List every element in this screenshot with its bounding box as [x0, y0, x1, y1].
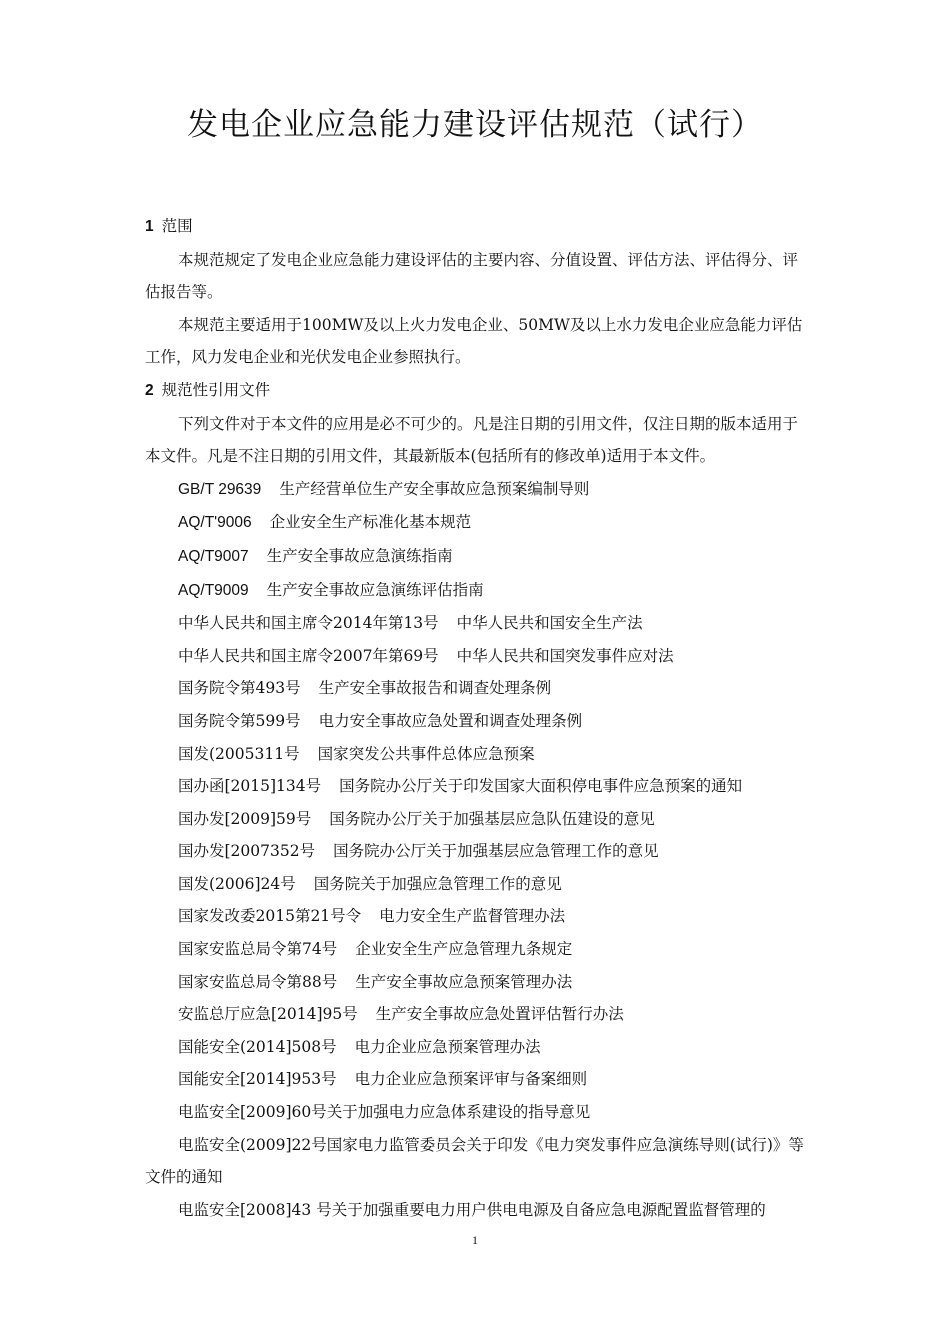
reference-code: GB/T 29639: [178, 480, 262, 498]
reference-code: 国能安全(2014]508号: [178, 1037, 337, 1056]
section-1-title: 范围: [161, 217, 193, 235]
reference-title: 电力安全生产监督管理办法: [379, 907, 566, 926]
reference-title: 国务院关于加强应急管理工作的意见: [313, 874, 562, 893]
reference-code: 国办发[2009]59号: [178, 809, 312, 828]
reference-item: [145, 803, 810, 836]
reference-code: 国家安监总局令第74号: [178, 940, 338, 959]
reference-title: 生产安全事故应急演练评估指南: [266, 580, 484, 599]
reference-code: 国办函[2015]134号: [178, 777, 322, 796]
reference-line: 电监安全[2008]43 号关于加强重要电力用户供电电源及自备应急电源配置监督管理的: [178, 1200, 766, 1219]
page-number: 1: [472, 1233, 478, 1247]
reference-title: 生产经营单位生产安全事故应急预案编制导则: [279, 479, 590, 498]
reference-code: 国家发改委2015第21号令: [178, 907, 362, 926]
reference-item: [145, 835, 810, 868]
reference-item: [145, 1031, 810, 1064]
reference-title: 国务院办公厅关于加强基层应急管理工作的意见: [333, 842, 659, 861]
reference-line: 电监安全(2009]22号国家电力监管委员会关于印发《电力突发事件应急演练导则(试行)》等文件的通知: [145, 1135, 804, 1187]
reference-code: 国务院令第493号: [178, 679, 301, 698]
reference-item: [145, 607, 810, 640]
section-1-number: 1: [145, 218, 154, 235]
reference-item: [145, 868, 810, 901]
reference-title: 国务院办公厅关于印发国家大面积停电事件应急预案的通知: [339, 777, 743, 796]
reference-title: 国务院办公厅关于加强基层应急队伍建设的意见: [329, 809, 655, 828]
reference-code: 安监总厅应急[2014]95号: [178, 1005, 358, 1024]
reference-title: 企业安全生产应急管理九条规定: [355, 940, 573, 959]
reference-title: 企业安全生产标准化基本规范: [269, 513, 472, 532]
reference-title: 生产安全事故应急演练指南: [266, 546, 453, 565]
section-2-heading: [145, 374, 810, 408]
reference-item: [145, 933, 810, 966]
section-1-paragraph: 本规范规定了发电企业应急能力建设评估的主要内容、分值设置、评估方法、评估得分、评估报告等。: [145, 250, 799, 302]
reference-item: [145, 506, 810, 540]
reference-item: [145, 640, 810, 673]
reference-code: 中华人民共和国主席令2014年第13号: [178, 614, 439, 633]
reference-code: AQ/T9007: [178, 547, 249, 565]
reference-code: 中华人民共和国主席令2007年第69号: [178, 646, 439, 665]
reference-title: 生产安全事故应急处置评估暂行办法: [375, 1005, 624, 1024]
reference-item: [145, 770, 810, 803]
reference-title: 生产安全事故应急预案管理办法: [355, 972, 573, 991]
reference-item: [145, 1063, 810, 1096]
reference-code: 国能安全[2014]953号: [178, 1070, 337, 1089]
reference-code: 国发(2005311号: [178, 744, 300, 763]
reference-line: 电监安全[2009]60号关于加强电力应急体系建设的指导意见: [178, 1103, 591, 1122]
section-2-title: 规范性引用文件: [161, 380, 271, 399]
reference-item: [145, 705, 810, 738]
reference-title: 电力企业应急预案评审与备案细则: [354, 1070, 588, 1089]
reference-title: 生产安全事故报告和调查处理条例: [318, 679, 552, 698]
reference-code: AQ/T9009: [178, 581, 249, 599]
reference-code: 国发(2006]24号: [178, 874, 296, 893]
reference-item: [145, 900, 810, 933]
reference-item: [145, 574, 810, 608]
document-title: 发电企业应急能力建设评估规范（试行）: [187, 107, 763, 143]
document-body: [145, 210, 810, 1226]
reference-item: [145, 672, 810, 705]
reference-item: [145, 738, 810, 771]
reference-item: [145, 473, 810, 507]
reference-item: [145, 540, 810, 574]
section-1-paragraph: 本规范主要适用于100MW及以上火力发电企业、50MW及以上水力发电企业应急能力评估工作，风力发电企业和光伏发电企业参照执行。: [145, 315, 803, 367]
section-1-heading: [145, 210, 810, 244]
reference-code: AQ/T'9006: [178, 514, 252, 532]
reference-title: 中华人民共和国突发事件应对法: [456, 646, 674, 665]
section-2-intro: 下列文件对于本文件的应用是必不可少的。凡是注日期的引用文件，仅注日期的版本适用于本文件。凡是不注日期的引用文件，其最新版本(包括所有的修改单)适用于本文件。: [145, 414, 799, 466]
reference-item: [145, 966, 810, 999]
reference-title: 中华人民共和国安全生产法: [456, 614, 643, 633]
reference-code: 国家安监总局令第88号: [178, 972, 338, 991]
reference-item: [145, 998, 810, 1031]
section-2-number: 2: [145, 381, 154, 399]
reference-code: 国务院令第599号: [178, 711, 301, 730]
reference-code: 国办发[2007352号: [178, 842, 316, 861]
reference-title: 电力企业应急预案管理办法: [354, 1037, 541, 1056]
reference-title: 国家突发公共事件总体应急预案: [317, 744, 535, 763]
reference-title: 电力安全事故应急处置和调查处理条例: [318, 711, 583, 730]
